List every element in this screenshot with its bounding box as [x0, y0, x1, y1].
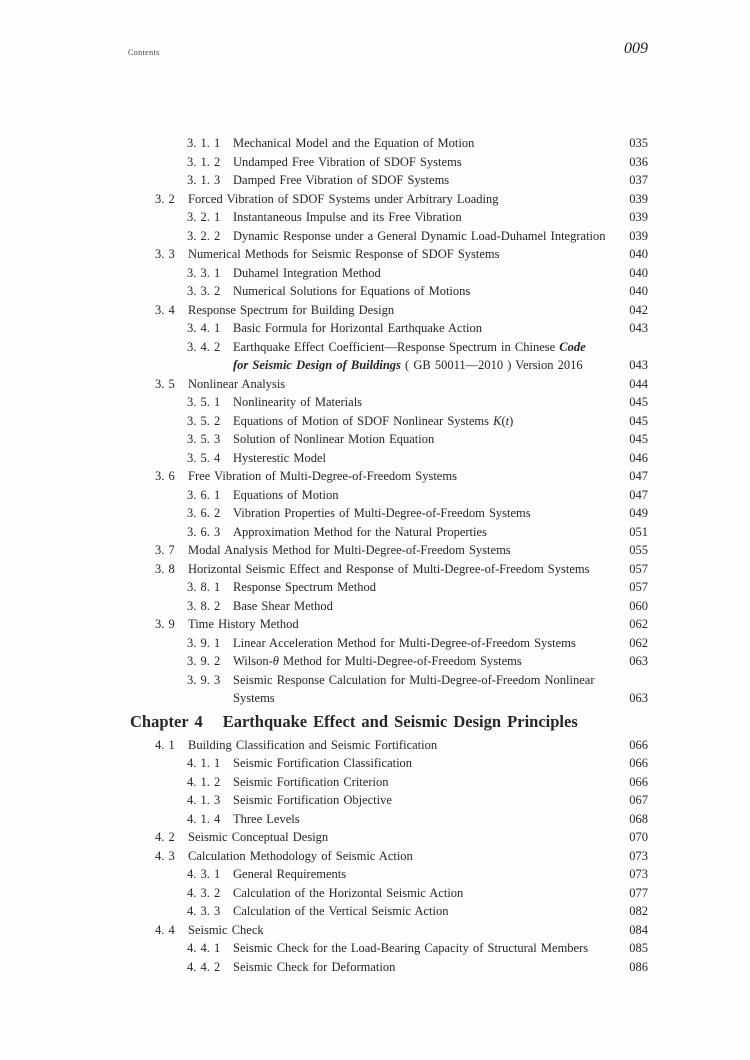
entry-title-segment: Response Spectrum for Building Design — [188, 302, 395, 317]
entry-page-number: 045 — [629, 432, 648, 446]
entry-title-segment: Seismic Response Calculation for Multi-Degree-of-Freedom Nonlinear — [233, 672, 595, 687]
entry-page-number: 043 — [629, 358, 648, 372]
entry-number: 3. 6 — [155, 469, 175, 483]
entry-page-number: 042 — [629, 302, 648, 317]
entry-title — [233, 884, 618, 903]
entry-number: 3. 9. 1 — [187, 635, 221, 650]
entry-title-segment: Calculation of the Vertical Seismic Action — [233, 904, 449, 918]
entry-title — [233, 504, 618, 523]
entry-number: 3. 3 — [155, 247, 175, 261]
entry-page-number: 037 — [629, 173, 648, 187]
toc-entry — [155, 486, 648, 505]
entry-title — [188, 375, 618, 394]
entry-number: 3. 3. 2 — [187, 284, 221, 298]
entry-title — [188, 190, 618, 209]
entry-title-segment: Damped Free Vibration of SDOF Systems — [233, 173, 450, 187]
entry-page-number: 051 — [629, 524, 648, 539]
entry-title-segment: Method for Multi-Degree-of-Freedom Systems — [278, 654, 522, 668]
entry-page-number: 045 — [629, 395, 648, 409]
entry-title — [188, 541, 618, 560]
toc-entry — [155, 264, 648, 283]
toc-entry — [155, 884, 648, 903]
entry-title — [233, 578, 618, 597]
entry-title-segment: Numerical Solutions for Equations of Motions — [233, 284, 471, 298]
entry-number: 3. 1. 2 — [187, 154, 221, 169]
entry-title-segment: Equations of Motion of SDOF Nonlinear Systems — [233, 413, 494, 428]
entry-number: 4. 3. 3 — [187, 904, 221, 918]
entry-title-segment: Modal Analysis Method for Multi-Degree-of-Freedom Systems — [188, 543, 511, 557]
entry-title-segment: Numerical Methods for Seismic Response of SDOF Systems — [188, 247, 500, 261]
entry-title — [233, 208, 618, 227]
chapter-heading — [130, 708, 648, 736]
entry-title — [233, 958, 618, 977]
entry-number: 3. 1. 1 — [187, 136, 221, 150]
toc-entry — [155, 153, 648, 172]
entry-title — [188, 615, 618, 634]
entry-number: 3. 1. 3 — [187, 173, 221, 187]
toc-entry — [155, 671, 648, 690]
entry-page-number: 035 — [629, 136, 648, 150]
entry-number: 4. 3 — [155, 848, 175, 863]
entry-title-segment: Seismic Check — [188, 922, 264, 937]
toc-entry — [155, 393, 648, 412]
toc-entry — [155, 597, 648, 616]
entry-page-number: 086 — [629, 959, 648, 974]
entry-title — [233, 523, 618, 542]
toc-entry — [155, 282, 648, 301]
entry-number: 4. 1. 2 — [187, 774, 221, 789]
toc-entry — [155, 634, 648, 653]
entry-title — [188, 301, 618, 320]
entry-number: 3. 5. 1 — [187, 395, 221, 409]
entry-page-number: 077 — [629, 885, 648, 900]
toc-entry — [155, 171, 648, 190]
entry-title-segment: Linear Acceleration Method for Multi-Degree-of-Freedom Systems — [233, 635, 576, 650]
entry-title-segment: Approximation Method for the Natural Properties — [233, 524, 487, 539]
entry-page-number: 055 — [629, 543, 648, 557]
entry-title — [188, 560, 618, 579]
entry-title-segment: K — [493, 413, 502, 428]
toc-entry — [155, 319, 648, 338]
entry-number: 4. 2 — [155, 830, 175, 844]
toc-entry — [155, 578, 648, 597]
toc-entry — [155, 810, 648, 829]
entry-title-segment: Seismic Fortification Classification — [233, 756, 413, 770]
entry-title-segment: Seismic Check for Deformation — [233, 959, 396, 974]
entry-title-segment: Nonlinearity of Materials — [233, 395, 363, 409]
entry-page-number: 057 — [629, 561, 648, 576]
toc-entry — [155, 754, 648, 773]
entry-title-segment: Undamped Free Vibration of SDOF Systems — [233, 154, 462, 169]
entry-title — [233, 264, 618, 283]
entry-number: 4. 4. 2 — [187, 959, 221, 974]
entry-page-number: 047 — [629, 469, 648, 483]
toc-entry — [155, 847, 648, 866]
entry-title-segment: Hysterestic Model — [233, 450, 326, 465]
toc-entry — [155, 208, 648, 227]
entry-title — [233, 689, 618, 708]
entry-page-number: 043 — [629, 321, 648, 335]
entry-number: 3. 9. 2 — [187, 654, 221, 668]
entry-page-number: 066 — [629, 737, 648, 752]
entry-number: 3. 8. 1 — [187, 580, 221, 594]
entry-number: 4. 4 — [155, 922, 175, 937]
toc-entry — [155, 134, 648, 153]
entry-page-number: 039 — [629, 191, 648, 206]
entry-number: 3. 3. 1 — [187, 265, 221, 280]
entry-title-segment: Calculation Methodology of Seismic Action — [188, 848, 413, 863]
entry-title — [233, 338, 648, 357]
entry-title — [233, 791, 618, 810]
entry-title-segment: Basic Formula for Horizontal Earthquake Action — [233, 321, 483, 335]
entry-title-segment: Wilson- — [233, 654, 273, 668]
toc-entry — [155, 190, 648, 209]
entry-title — [233, 153, 618, 172]
entry-title — [233, 865, 618, 884]
entry-number: 3. 6. 3 — [187, 524, 221, 539]
entry-page-number: 040 — [629, 265, 648, 280]
entry-title-segment: Vibration Properties of Multi-Degree-of-Freedom Systems — [233, 506, 531, 520]
entry-page-number: 082 — [629, 904, 648, 918]
toc-entry — [155, 902, 648, 921]
toc-entry — [155, 865, 648, 884]
toc-entry — [155, 467, 648, 486]
entry-number: 3. 6. 2 — [187, 506, 221, 520]
toc-entry — [155, 245, 648, 264]
entry-page-number: 073 — [629, 867, 648, 881]
entry-number: 3. 5. 4 — [187, 450, 221, 465]
entry-number: 3. 5. 2 — [187, 413, 221, 428]
entry-title — [233, 227, 618, 246]
entry-page-number: 085 — [629, 941, 648, 955]
entry-number: 3. 7 — [155, 543, 175, 557]
entry-page-number: 045 — [629, 413, 648, 428]
entry-page-number: 062 — [629, 635, 648, 650]
entry-page-number: 084 — [629, 922, 648, 937]
entry-title — [233, 449, 618, 468]
toc-entry — [155, 375, 648, 394]
toc-entry — [155, 523, 648, 542]
toc-entry — [155, 338, 648, 357]
entry-number: 4. 1. 3 — [187, 793, 221, 807]
entry-page-number: 047 — [629, 487, 648, 502]
toc-entry-continuation — [155, 689, 648, 708]
entry-title — [233, 652, 618, 671]
entry-title-segment: Code — [559, 339, 586, 354]
entry-title-segment: Horizontal Seismic Effect and Response of Multi-Degree-of-Freedom Systems — [188, 561, 590, 576]
entry-title-segment: Calculation of the Horizontal Seismic Action — [233, 885, 464, 900]
toc-entry — [155, 541, 648, 560]
entry-number: 3. 8. 2 — [187, 598, 221, 613]
toc-entry — [155, 615, 648, 634]
entry-page-number: 070 — [629, 830, 648, 844]
entry-page-number: 036 — [629, 154, 648, 169]
entry-title-segment: General Requirements — [233, 867, 347, 881]
entry-title — [188, 847, 618, 866]
entry-number: 4. 3. 1 — [187, 867, 221, 881]
entry-page-number: 057 — [629, 580, 648, 594]
entry-title-segment: Earthquake Effect and Seismic Design Principles — [222, 711, 578, 731]
entry-page-number: 044 — [629, 376, 648, 391]
entry-page-number: 039 — [629, 210, 648, 224]
entry-title-segment: Seismic Fortification Criterion — [233, 774, 389, 789]
entry-title — [233, 486, 618, 505]
toc-entry — [155, 921, 648, 940]
entry-page-number: 049 — [629, 506, 648, 520]
entry-title-segment: Nonlinear Analysis — [188, 376, 286, 391]
table-of-contents — [130, 134, 648, 976]
entry-page-number: 063 — [629, 691, 648, 705]
entry-title — [233, 393, 618, 412]
entry-number: 3. 2 — [155, 191, 175, 206]
entry-title-segment: θ — [272, 654, 279, 668]
entry-number: 3. 4. 1 — [187, 321, 221, 335]
chapter-title — [223, 709, 648, 735]
entry-title — [233, 810, 618, 829]
entry-title — [233, 773, 618, 792]
entry-title-segment: Forced Vibration of SDOF Systems under Arbitrary Loading — [188, 191, 499, 206]
entry-title — [233, 634, 618, 653]
entry-page-number: 073 — [629, 848, 648, 863]
entry-title-segment: Free Vibration of Multi-Degree-of-Freedom Systems — [188, 469, 457, 483]
entry-title-segment: Systems — [233, 691, 275, 705]
entry-title-segment: t — [505, 413, 510, 428]
entry-title-segment: Instantaneous Impulse and its Free Vibration — [233, 210, 462, 224]
toc-entry — [155, 560, 648, 579]
entry-number: 3. 2. 1 — [187, 210, 221, 224]
toc-entry — [155, 736, 648, 755]
entry-title-segment: Solution of Nonlinear Motion Equation — [233, 432, 435, 446]
toc-entry-continuation — [155, 356, 648, 375]
entry-title-segment: Mechanical Model and the Equation of Motion — [233, 136, 475, 150]
chapter-label: Chapter 4 — [130, 711, 203, 731]
entry-number: 4. 1. 1 — [187, 756, 221, 770]
entry-number: 3. 4. 2 — [187, 339, 221, 354]
entry-title-segment: for Seismic Design of Buildings — [233, 358, 401, 372]
toc-entry — [155, 773, 648, 792]
entry-title — [233, 171, 618, 190]
running-head-contents: Contents — [128, 48, 160, 57]
entry-title — [233, 939, 618, 958]
entry-title — [233, 282, 618, 301]
entry-title — [233, 430, 618, 449]
entry-page-number: 068 — [629, 811, 648, 826]
entry-number: 4. 1. 4 — [187, 811, 221, 826]
entry-number: 4. 1 — [155, 737, 175, 752]
entry-page-number: 060 — [629, 598, 648, 613]
entry-title — [188, 467, 618, 486]
entry-page-number: 040 — [629, 247, 648, 261]
entry-title-segment: Equations of Motion — [233, 487, 339, 502]
entry-title — [233, 356, 618, 375]
entry-page-number: 067 — [629, 793, 648, 807]
toc-entry — [155, 939, 648, 958]
toc-entry — [155, 227, 648, 246]
entry-title-segment: Seismic Check for the Load-Bearing Capacity of Structural Members — [233, 941, 589, 955]
entry-number: 3. 2. 2 — [187, 228, 221, 243]
toc-entry — [155, 449, 648, 468]
entry-title-segment: Earthquake Effect Coefficient—Response Spectrum in Chinese — [233, 339, 560, 354]
toc-entry — [155, 504, 648, 523]
entry-number: 3. 9 — [155, 617, 175, 631]
entry-page-number: 066 — [629, 774, 648, 789]
entry-title — [233, 319, 618, 338]
entry-title-segment: ( GB 50011—2010 ) Version 2016 — [400, 358, 583, 372]
entry-page-number: 040 — [629, 284, 648, 298]
entry-number: 4. 4. 1 — [187, 941, 221, 955]
entry-title-segment: Dynamic Response under a General Dynamic Load-Duhamel Integration — [233, 228, 606, 243]
entry-title-segment: ( — [501, 413, 506, 428]
entry-number: 3. 9. 3 — [187, 672, 221, 687]
toc-entry — [155, 791, 648, 810]
entry-title — [233, 902, 618, 921]
entry-title-segment: Duhamel Integration Method — [233, 265, 381, 280]
toc-entry — [155, 652, 648, 671]
toc-entry — [155, 828, 648, 847]
entry-number: 3. 4 — [155, 302, 175, 317]
entry-title-segment: Seismic Conceptual Design — [188, 830, 329, 844]
entry-page-number: 046 — [629, 450, 648, 465]
entry-number: 3. 5. 3 — [187, 432, 221, 446]
entry-title-segment: Time History Method — [188, 617, 299, 631]
entry-title-segment: ) — [509, 413, 514, 428]
page-number-header: 009 — [624, 40, 648, 57]
entry-title-segment: Response Spectrum Method — [233, 580, 376, 594]
entry-page-number: 066 — [629, 756, 648, 770]
entry-title — [188, 921, 618, 940]
entry-number: 3. 8 — [155, 561, 175, 576]
entry-number: 3. 6. 1 — [187, 487, 221, 502]
toc-entry — [155, 412, 648, 431]
entry-number: 3. 5 — [155, 376, 175, 391]
toc-entry — [155, 958, 648, 977]
entry-title — [188, 245, 618, 264]
entry-title — [233, 134, 618, 153]
entry-title — [233, 754, 618, 773]
entry-title-segment: Building Classification and Seismic Fortification — [188, 737, 438, 752]
toc-entry — [155, 430, 648, 449]
entry-page-number: 062 — [629, 617, 648, 631]
entry-title — [188, 736, 618, 755]
entry-title — [233, 597, 618, 616]
entry-title — [188, 828, 618, 847]
toc-entry — [155, 301, 648, 320]
entry-page-number: 063 — [629, 654, 648, 668]
entry-title-segment: Three Levels — [233, 811, 300, 826]
entry-title — [233, 412, 618, 431]
entry-title-segment: Base Shear Method — [233, 598, 333, 613]
entry-number: 4. 3. 2 — [187, 885, 221, 900]
entry-title — [233, 671, 648, 690]
entry-page-number: 039 — [629, 228, 648, 243]
entry-title-segment: Seismic Fortification Objective — [233, 793, 392, 807]
